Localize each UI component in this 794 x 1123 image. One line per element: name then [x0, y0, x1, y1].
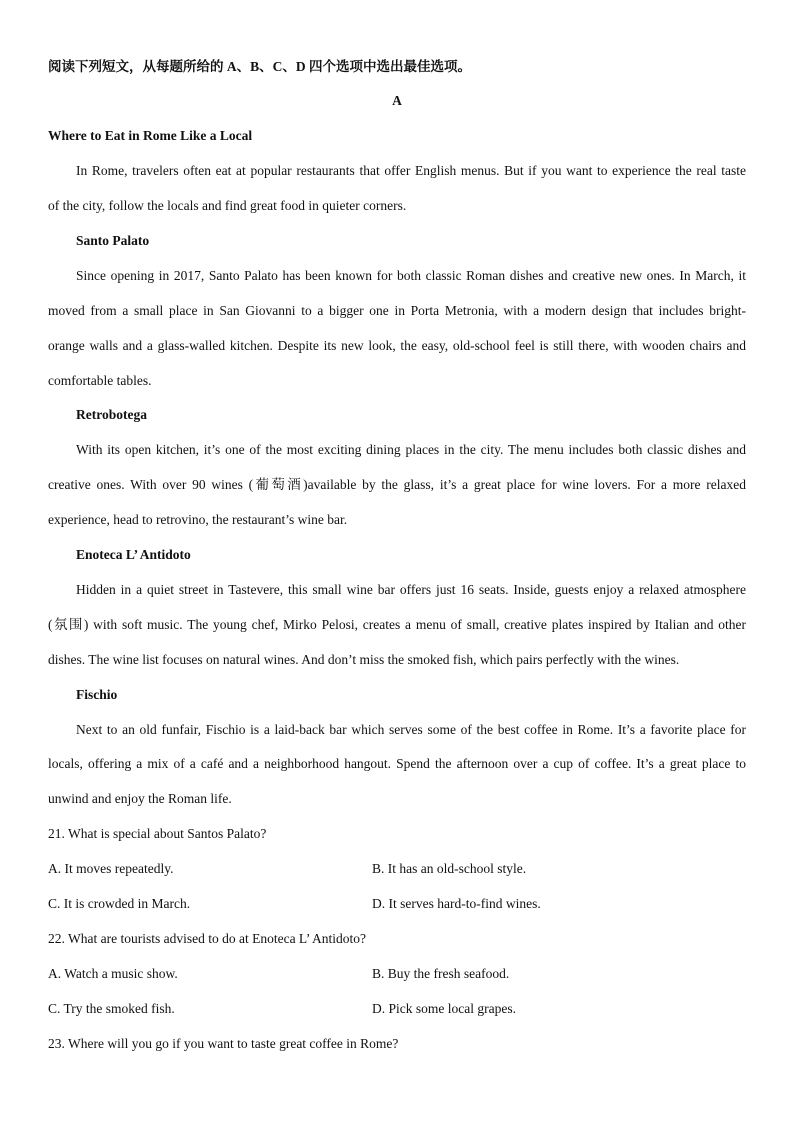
question-stem: 21. What is special about Santos Palato? — [48, 826, 267, 841]
paragraph-line: comfortable tables. — [48, 373, 152, 388]
option-c: C. It is crowded in March. — [48, 896, 191, 911]
instruction: 阅读下列短文，从每题所给的 A、B、C、D 四个选项中选出最佳选项。 — [48, 59, 472, 74]
option-b: B. It has an old-school style. — [372, 861, 527, 876]
section-heading: Fischio — [76, 687, 118, 702]
paragraph-line: dishes. The wine list focuses on natural wines. And don’t miss the smoked fish, which pairs perfectly with the wines. — [48, 652, 680, 667]
paragraph-line: creative ones. With over 90 wines (葡萄酒)available by the glass, it’s a great place for wine lovers. For a more relaxed — [48, 477, 746, 492]
paragraph-line: With its open kitchen, it’s one of the most exciting dining places in the city. The menu includes both classic dishes and — [76, 442, 746, 457]
paragraph-line: unwind and enjoy the Roman life. — [48, 791, 232, 806]
article-title: Where to Eat in Rome Like a Local — [48, 128, 253, 143]
option-a: A. Watch a music show. — [48, 966, 178, 981]
option-d: D. It serves hard-to-find wines. — [372, 896, 541, 911]
paragraph-line: locals, offering a mix of a café and a neighborhood hangout. Spend the afternoon over a cup of coffee. It’s a great place to — [48, 756, 746, 771]
option-c: C. Try the smoked fish. — [48, 1001, 175, 1016]
paragraph-line: orange walls and a glass-walled kitchen. Despite its new look, the easy, old-school feel is still there, with wooden chairs and — [48, 338, 746, 353]
option-a: A. It moves repeatedly. — [48, 861, 174, 876]
paragraph-line: (氛围) with soft music. The young chef, Mirko Pelosi, creates a menu of small, creative plates inspired by Italian and other — [48, 617, 746, 632]
intro-line: of the city, follow the locals and find great food in quieter corners. — [48, 198, 407, 213]
paragraph-line: moved from a small place in San Giovanni to a bigger one in Porta Metronia, with a modern design that includes bright- — [48, 303, 746, 318]
option-b: B. Buy the fresh seafood. — [372, 966, 510, 981]
option-d: D. Pick some local grapes. — [372, 1001, 516, 1016]
question-stem: 22. What are tourists advised to do at Enoteca L’ Antidoto? — [48, 931, 367, 946]
intro-line: In Rome, travelers often eat at popular restaurants that offer English menus. But if you want to experience the real taste — [76, 163, 746, 178]
section-heading: Enoteca L’ Antidoto — [76, 547, 191, 562]
question-stem: 23. Where will you go if you want to taste great coffee in Rome? — [48, 1036, 399, 1051]
paragraph-line: Next to an old funfair, Fischio is a laid-back bar which serves some of the best coffee in Rome. It’s a favorite place for — [76, 722, 746, 737]
section-heading: Santo Palato — [76, 233, 150, 248]
paragraph-line: experience, head to retrovino, the restaurant’s wine bar. — [48, 512, 348, 527]
paragraph-line: Hidden in a quiet street in Tastevere, this small wine bar offers just 16 seats. Inside, guests enjoy a relaxed atmosphere — [76, 582, 746, 597]
section-label: A — [392, 93, 402, 108]
section-heading: Retrobotega — [76, 407, 147, 422]
paragraph-line: Since opening in 2017, Santo Palato has been known for both classic Roman dishes and creative new ones. In March, it — [76, 268, 746, 283]
